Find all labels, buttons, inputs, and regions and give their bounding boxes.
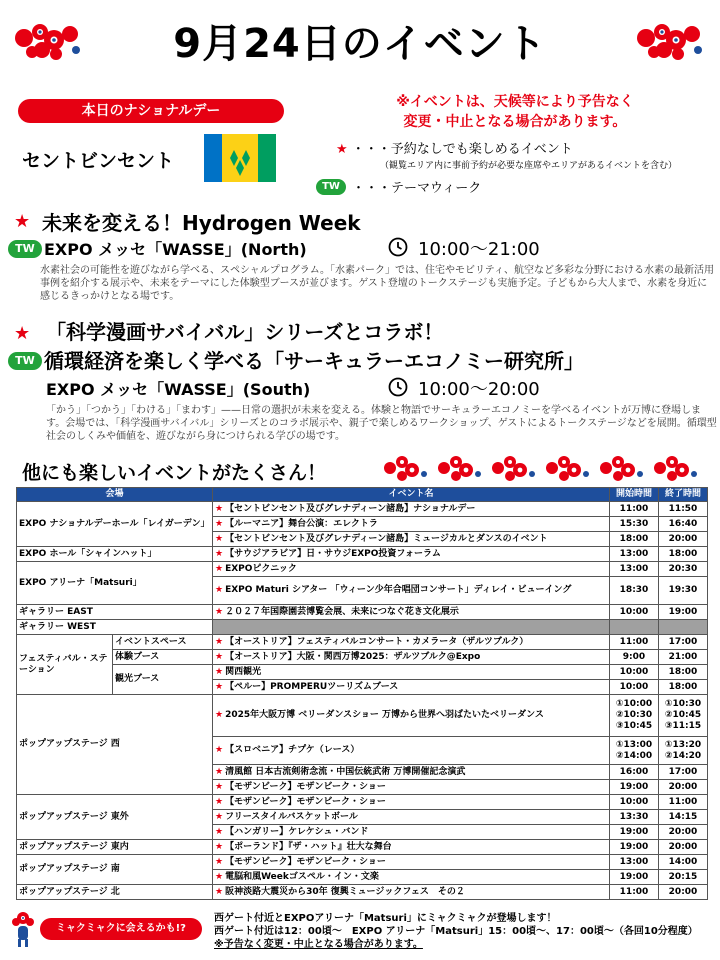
star-icon: ★ bbox=[215, 745, 224, 755]
table-row bbox=[17, 840, 708, 855]
event-cell: ★ 【サウジアラビア】日・サウジEXPO投資フォーラム bbox=[213, 547, 610, 562]
event-cell: ★ 【ルーマニア】舞台公演：エレクトラ bbox=[213, 517, 610, 532]
star-icon: ★ bbox=[215, 781, 224, 792]
theme-week-badge: TW bbox=[316, 179, 346, 195]
event-cell bbox=[213, 620, 610, 635]
venue-cell: ポップアップステージ 南 bbox=[17, 855, 213, 885]
decorative-logo-row-icon bbox=[380, 452, 700, 484]
star-icon: ★ bbox=[215, 563, 224, 574]
end-time: 18:00 bbox=[659, 665, 708, 680]
venue-cell: EXPO アリーナ「Matsuri」 bbox=[17, 562, 213, 605]
venue-cell: EXPO ナショナルデーホール「レイガーデン」 bbox=[17, 502, 213, 547]
star-icon: ★ bbox=[215, 886, 224, 897]
start-time bbox=[610, 620, 659, 635]
info-line: 西ゲート付近は12：00頃～ EXPO アリーナ「Matsuri」15：00頃～、17：00頃～（各回10分程度） bbox=[214, 926, 698, 937]
end-time: 16:40 bbox=[659, 517, 708, 532]
table-row bbox=[17, 562, 708, 577]
star-icon: ★ bbox=[215, 651, 224, 662]
event-cell: ★ 【ハンガリー】ケレケシュ・バンド bbox=[213, 825, 610, 840]
event-cell: ★ 【オーストリア】フェスティバルコンサート・カメラータ（ザルツブルク） bbox=[213, 635, 610, 650]
end-time: 21:00 bbox=[659, 650, 708, 665]
star-icon: ★ bbox=[336, 142, 348, 157]
table-row bbox=[17, 620, 708, 635]
start-time: 19:00 bbox=[610, 870, 659, 885]
legend-star-note: （観覧エリア内に事前予約が必要な座席やエリアがあるイベントを含む） bbox=[380, 161, 678, 171]
end-time: 20:00 bbox=[659, 840, 708, 855]
event-title: 「科学漫画サバイバル」シリーズとコラボ！ bbox=[46, 320, 444, 344]
event-cell: ★ EXPO Maturi シアター 「ウィーン少年合唱団コンサート」ディレイ・ビューイング bbox=[213, 577, 610, 605]
col-header-end: 終了時間 bbox=[659, 488, 708, 502]
event-cell: ★ 電脳和風Weekゴスペル・イン・文楽 bbox=[213, 870, 610, 885]
star-icon: ★ bbox=[215, 811, 224, 822]
venue-cell: ギャラリー WEST bbox=[17, 620, 213, 635]
start-time: 18:30 bbox=[610, 577, 659, 605]
event-cell: ★ EXPOピクニック bbox=[213, 562, 610, 577]
event-venue: EXPO メッセ「WASSE」(North) bbox=[44, 240, 307, 259]
event-cell: ★ フリースタイルバスケットボール bbox=[213, 810, 610, 825]
theme-week-badge: TW bbox=[8, 240, 42, 258]
legend-tw bbox=[316, 177, 481, 196]
start-time: 11:00 bbox=[610, 635, 659, 650]
event-cell: ★ 【セントビンセント及びグレナディーン諸島】ミュージカルとダンスのイベント bbox=[213, 532, 610, 547]
start-time: 10:00 bbox=[610, 680, 659, 695]
venue-cell: ポップアップステージ 東内 bbox=[17, 840, 213, 855]
notice-line: ※イベントは、天候等により予告なく bbox=[396, 94, 634, 110]
end-time: 20:00 bbox=[659, 780, 708, 795]
country-name: セントビンセント bbox=[22, 150, 175, 172]
start-time: 10:00 bbox=[610, 795, 659, 810]
star-icon: ★ bbox=[215, 681, 224, 692]
end-time bbox=[659, 620, 708, 635]
start-time: 16:00 bbox=[610, 765, 659, 780]
star-icon: ★ bbox=[215, 871, 224, 882]
event-cell: ★ 【セントビンセント及びグレナディーン諸島】ナショナルデー bbox=[213, 502, 610, 517]
table-row bbox=[17, 855, 708, 870]
star-icon: ★ bbox=[215, 766, 224, 777]
myaku-myaku-info bbox=[214, 912, 698, 951]
star-icon: ★ bbox=[215, 856, 224, 867]
end-time: 11:50 bbox=[659, 502, 708, 517]
event-cell: ★ 【モザンビーク】モザンビーク・ショー bbox=[213, 780, 610, 795]
star-icon: ★ bbox=[215, 533, 224, 544]
theme-week-badge: TW bbox=[8, 352, 42, 370]
event-venue: EXPO メッセ「WASSE」(South) bbox=[46, 380, 311, 399]
end-time: 20:15 bbox=[659, 870, 708, 885]
saint-vincent-flag-icon bbox=[204, 134, 276, 182]
end-time: 14:15 bbox=[659, 810, 708, 825]
start-time: ①13:00 ②14:00 bbox=[610, 737, 659, 765]
start-time: 19:00 bbox=[610, 840, 659, 855]
star-icon: ★ bbox=[215, 606, 224, 617]
start-time: 19:00 bbox=[610, 825, 659, 840]
event-description: 「かう」「つかう」「わける」「まわす」——日常の選択が未来を変える。体験と物語でサーキュラーエコノミーを学べるイベントが万博に登場します。会場では、「科学漫画サバイバル」シリーズとのコラボ展示や、親子で楽しめるワークショップ、ゲストによるトークステージなどを展開。循環型社会のしくみや価値を、遊びながら身につけられる学びの場です。 bbox=[46, 405, 717, 442]
myaku-myaku-mascot-icon bbox=[10, 910, 36, 948]
legend-tw-text: ・・・テーマウィーク bbox=[352, 181, 482, 196]
end-time: 19:30 bbox=[659, 577, 708, 605]
event-cell: ★ ２０２７年国際園芸博覧会展、未来につなぐ花き文化展示 bbox=[213, 605, 610, 620]
end-time: 20:00 bbox=[659, 532, 708, 547]
start-time: ①10:00 ②10:30 ③10:45 bbox=[610, 695, 659, 737]
end-time: 19:00 bbox=[659, 605, 708, 620]
table-row bbox=[17, 547, 708, 562]
table-row bbox=[17, 502, 708, 517]
start-time: 9:00 bbox=[610, 650, 659, 665]
star-icon: ★ bbox=[215, 518, 224, 529]
table-row bbox=[17, 695, 708, 737]
start-time: 15:30 bbox=[610, 517, 659, 532]
venue-cell: ポップアップステージ 北 bbox=[17, 885, 213, 900]
end-time: 20:00 bbox=[659, 825, 708, 840]
other-events-heading: 他にも楽しいイベントがたくさん！ bbox=[22, 462, 327, 484]
start-time: 13:00 bbox=[610, 547, 659, 562]
end-time: ①10:30 ②10:45 ③11:15 bbox=[659, 695, 708, 737]
event-cell: ★ 【ペルー】PROMPERUツーリズムブース bbox=[213, 680, 610, 695]
end-time: 17:00 bbox=[659, 635, 708, 650]
clock-icon bbox=[388, 377, 408, 397]
start-time: 11:00 bbox=[610, 502, 659, 517]
end-time: ①13:20 ②14:20 bbox=[659, 737, 708, 765]
venue-cell: ポップアップステージ 東外 bbox=[17, 795, 213, 840]
end-time: 18:00 bbox=[659, 547, 708, 562]
legend-star bbox=[336, 138, 573, 157]
events-table bbox=[16, 487, 708, 900]
star-icon: ★ bbox=[215, 585, 224, 595]
event-cell: ★ 【スロベニア】チプケ（レース） bbox=[213, 737, 610, 765]
star-icon: ★ bbox=[215, 710, 224, 720]
col-header-event: イベント名 bbox=[213, 488, 610, 502]
legend-star-text: ・・・予約なしでも楽しめるイベント bbox=[351, 142, 573, 157]
event-cell: ★ 【モザンビーク】モザンビーク・ショー bbox=[213, 855, 610, 870]
star-icon: ★ bbox=[14, 323, 31, 344]
page-title: 9月24日のイベント bbox=[173, 21, 547, 67]
venue-cell: ポップアップステージ 西 bbox=[17, 695, 213, 795]
sub-venue-cell: イベントスペース bbox=[113, 635, 213, 650]
info-note: ※予告なく変更・中止となる場合があります。 bbox=[214, 939, 423, 950]
event-cell: ★ 【モザンビーク】モザンビーク・ショー bbox=[213, 795, 610, 810]
start-time: 13:30 bbox=[610, 810, 659, 825]
table-row bbox=[17, 885, 708, 900]
sub-venue-cell: 観光ブース bbox=[113, 665, 213, 695]
event-cell: ★ 関西観光 bbox=[213, 665, 610, 680]
event-title: 未来を変える！Hydrogen Week bbox=[42, 211, 361, 235]
col-header-venue: 会場 bbox=[17, 488, 213, 502]
info-line: 西ゲート付近とEXPOアリーナ「Matsuri」にミャクミャクが登場します！ bbox=[214, 913, 557, 924]
end-time: 18:00 bbox=[659, 680, 708, 695]
table-row bbox=[17, 635, 708, 650]
star-icon: ★ bbox=[215, 666, 224, 677]
weather-notice bbox=[340, 92, 690, 132]
table-row bbox=[17, 665, 708, 680]
event-cell: ★ 【ポーランド】『ザ・ハット』壮大な舞台 bbox=[213, 840, 610, 855]
table-row bbox=[17, 795, 708, 810]
notice-line: 変更・中止となる場合があります。 bbox=[403, 114, 627, 130]
col-header-start: 開始時間 bbox=[610, 488, 659, 502]
end-time: 11:00 bbox=[659, 795, 708, 810]
star-icon: ★ bbox=[215, 503, 224, 514]
table-row bbox=[17, 650, 708, 665]
start-time: 11:00 bbox=[610, 885, 659, 900]
national-day-badge: 本日のナショナルデー bbox=[18, 99, 284, 123]
star-icon: ★ bbox=[215, 796, 224, 807]
end-time: 14:00 bbox=[659, 855, 708, 870]
end-time: 20:00 bbox=[659, 885, 708, 900]
star-icon: ★ bbox=[215, 636, 224, 647]
end-time: 17:00 bbox=[659, 765, 708, 780]
event-cell: ★ 清風館 日本古流剣術念流・中国伝統武術 万博開催記念演武 bbox=[213, 765, 610, 780]
start-time: 19:00 bbox=[610, 780, 659, 795]
start-time: 13:00 bbox=[610, 562, 659, 577]
sub-venue-cell: 体験ブース bbox=[113, 650, 213, 665]
event-cell: ★ 阪神淡路大震災から30年 復興ミュージックフェス その２ bbox=[213, 885, 610, 900]
event-title: 循環経済を楽しく学べる「サーキュラーエコノミー研究所」 bbox=[44, 349, 584, 373]
clock-icon bbox=[388, 237, 408, 257]
venue-cell: EXPO ホール「シャインハット」 bbox=[17, 547, 213, 562]
start-time: 13:00 bbox=[610, 855, 659, 870]
event-cell: ★ 【オーストリア】大阪・関西万博2025：ザルツブルク@Expo bbox=[213, 650, 610, 665]
venue-cell: ギャラリー EAST bbox=[17, 605, 213, 620]
myaku-myaku-badge: ミャクミャクに会えるかも!? bbox=[40, 918, 202, 940]
star-icon: ★ bbox=[215, 548, 224, 559]
event-cell: ★ 2025年大阪万博 ベリーダンスショー 万博から世界へ羽ばたいたベリーダンス bbox=[213, 695, 610, 737]
star-icon: ★ bbox=[215, 841, 224, 852]
table-row bbox=[17, 605, 708, 620]
event-time: 10:00～20:00 bbox=[418, 379, 540, 400]
star-icon: ★ bbox=[14, 211, 31, 232]
star-icon: ★ bbox=[215, 826, 224, 837]
end-time: 20:30 bbox=[659, 562, 708, 577]
event-description: 水素社会の可能性を遊びながら学べる、スペシャルプログラム。「水素パーク」では、住宅やモビリティ、航空など多彩な分野における水素の最新活用事例を紹介する展示や、未来をテーマにした体験型ブースが並びます。ゲスト登壇のトークステージも実施予定。子どもから大人まで、水素を身近に感じるきっかけとなる場です。 bbox=[40, 265, 714, 302]
event-time: 10:00～21:00 bbox=[418, 239, 540, 260]
start-time: 18:00 bbox=[610, 532, 659, 547]
start-time: 10:00 bbox=[610, 605, 659, 620]
venue-cell: フェスティバル・ステーション bbox=[17, 635, 113, 695]
start-time: 10:00 bbox=[610, 665, 659, 680]
